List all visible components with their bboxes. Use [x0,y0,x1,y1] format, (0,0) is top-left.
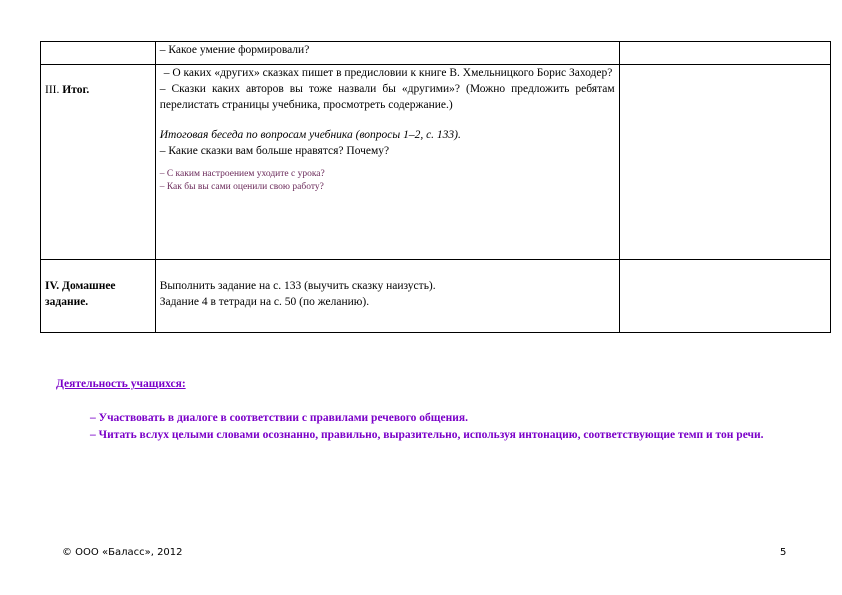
stage-cell [41,65,156,260]
content-text: – О каких «других» сказках пишет в предисловии к книге В. Хмельницкого Борис Заходер? [163,67,613,79]
notes-cell [619,260,830,333]
content-text: Выполнить задание на с. 133 (выучить сказку наизусть). [159,280,436,292]
table-row [41,42,831,65]
lesson-table [40,41,831,333]
content-text: Итоговая беседа по вопросам учебника (вопросы 1–2, с. 133). [159,129,461,141]
table-row [41,65,831,260]
content-cell [155,260,619,333]
student-activity [56,376,796,444]
activity-item: – Читать вслух целыми словами осознанно, правильно, выразительно, используя интонацию, соответствующие темп и тон речи. [90,429,764,441]
stage-label: IV. Домашнее задание. [45,280,116,308]
reflection-question: – Как бы вы сами оценили свою работу? [159,182,324,192]
notes-cell [619,65,830,260]
activity-item: – Участвовать в диалоге в соответствии с правилами речевого общения. [90,412,468,424]
stage-number: III. [45,84,60,96]
content-text: Задание 4 в тетради на с. 50 (по желанию). [159,296,370,308]
activity-title: Деятельность учащихся: [56,378,186,390]
stage-cell [41,260,156,333]
stage-label: Итог. [62,84,90,96]
reflection-question: – С каким настроением уходите с урока? [159,169,325,179]
table-row [41,260,831,333]
stage-cell [41,42,156,65]
content-text: – Какие сказки вам больше нравятся? Почему? [159,145,390,157]
content-cell [155,65,619,260]
copyright: © ООО «Баласс», 2012 [62,547,183,558]
content-text: – Какое умение формировали? [159,44,310,56]
content-text: – Сказки каких авторов вы тоже назвали бы «другими»? (Можно предложить ребятам перелистать страницы учебника, просмотреть содержание.) [159,83,615,111]
content-cell [155,42,619,65]
notes-cell [619,42,830,65]
page-number: 5 [780,547,787,558]
